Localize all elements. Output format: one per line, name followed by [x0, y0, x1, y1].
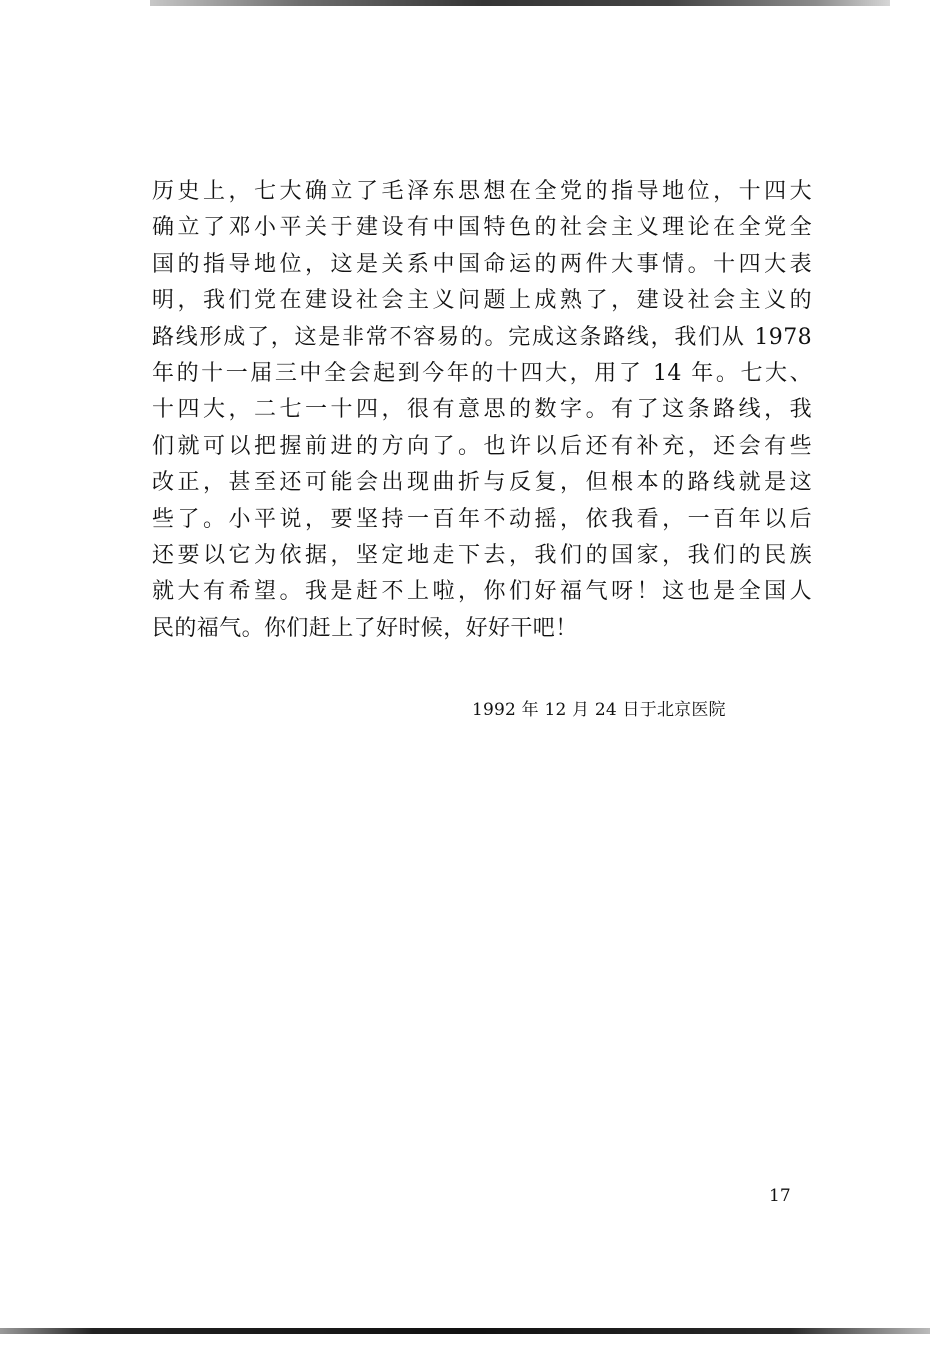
text-line: 国的指导地位，这是关系中国命运的两件大事情。十四大表: [152, 251, 812, 277]
text-line: 路线形成了，这是非常不容易的。完成这条路线，我们从 1978: [152, 324, 812, 350]
scan-edge-top: [150, 0, 890, 6]
text-line: 十四大，二七一十四，很有意思的数字。有了这条路线，我: [152, 397, 812, 423]
text-line: 明，我们党在建设社会主义问题上成熟了，建设社会主义的: [152, 288, 812, 314]
text-line-last: 民的福气。你们赶上了好时候，好好干吧！: [152, 615, 578, 641]
body-paragraph: [152, 174, 812, 647]
text-line: 就大有希望。我是赶不上啦，你们好福气呀！这也是全国人: [152, 579, 812, 605]
text-line: 历史上，七大确立了毛泽东思想在全党的指导地位，十四大: [152, 179, 812, 204]
text-line: 改正，甚至还可能会出现曲折与反复，但根本的路线就是这: [152, 470, 812, 496]
text-line: 确立了邓小平关于建设有中国特色的社会主义理论在全党全: [152, 215, 812, 241]
text-line: 们就可以把握前进的方向了。也许以后还有补充，还会有些: [152, 433, 812, 459]
scan-edge-bottom: [0, 1328, 930, 1334]
page-number: 17: [769, 1186, 791, 1206]
date-signature: 1992 年 12 月 24 日于北京医院: [472, 700, 726, 720]
text-line: 些了。小平说，要坚持一百年不动摇，依我看，一百年以后: [152, 506, 812, 532]
text-line: 年的十一届三中全会起到今年的十四大，用了 14 年。七大、: [152, 360, 812, 386]
text-line: 还要以它为依据，坚定地走下去，我们的国家，我们的民族: [152, 542, 812, 568]
